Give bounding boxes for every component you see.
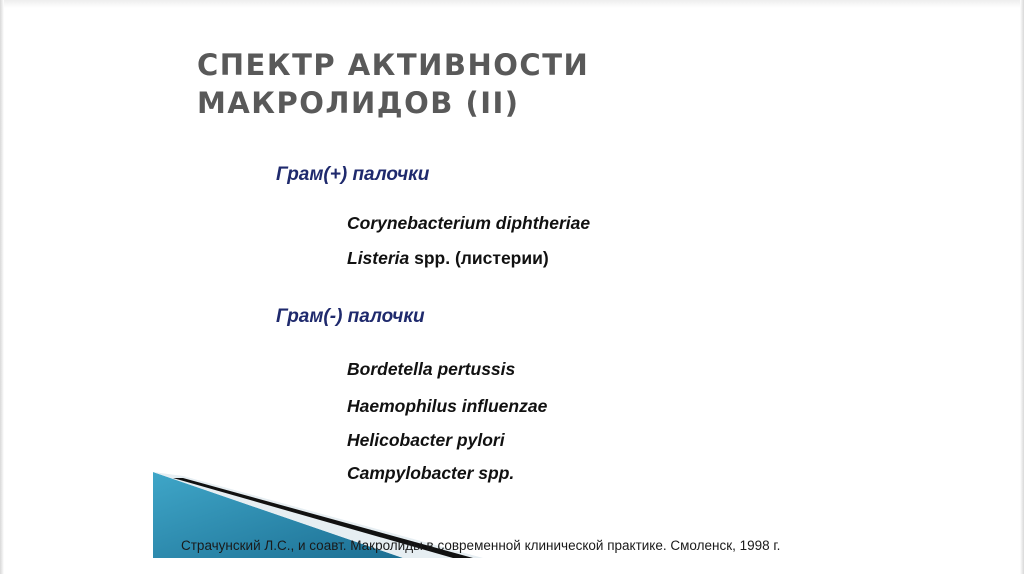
slide-title-line-1: СПЕКТР АКТИВНОСТИ bbox=[197, 48, 590, 82]
reference-text-end: в современной клинической практике. Смоленск, 1998 г. bbox=[422, 538, 781, 553]
reference-text-middle: Макролиды bbox=[350, 538, 423, 553]
organism-note: spp. (листерии) bbox=[409, 248, 549, 268]
organism-name: Campylobacter spp. bbox=[347, 463, 515, 483]
organism-name: Listeria bbox=[347, 248, 410, 268]
viewer-left-shadow bbox=[0, 0, 4, 574]
section-heading-gram-positive: Грам(+) палочки bbox=[276, 164, 430, 185]
organism-name: Corynebacterium diphtheriae bbox=[347, 213, 591, 233]
list-item bbox=[347, 248, 549, 269]
slide-title bbox=[197, 46, 797, 122]
list-item bbox=[347, 396, 547, 417]
list-item bbox=[347, 359, 515, 380]
organism-name: Haemophilus influenzae bbox=[347, 396, 548, 416]
list-item bbox=[347, 213, 590, 234]
slide-title-line-2: МАКРОЛИДОВ (II) bbox=[197, 86, 520, 120]
organism-name: Helicobacter pylori bbox=[347, 430, 505, 450]
reference-citation bbox=[181, 538, 780, 553]
viewer-top-shadow bbox=[0, 0, 1024, 8]
list-item bbox=[347, 430, 505, 451]
viewer-right-shadow bbox=[1020, 0, 1024, 574]
reference-text-start: Страчунский Л.С., и соавт. bbox=[181, 538, 351, 553]
section-heading-gram-negative: Грам(-) палочки bbox=[276, 306, 425, 327]
slide bbox=[153, 8, 873, 558]
organism-name: Bordetella pertussis bbox=[347, 359, 516, 379]
